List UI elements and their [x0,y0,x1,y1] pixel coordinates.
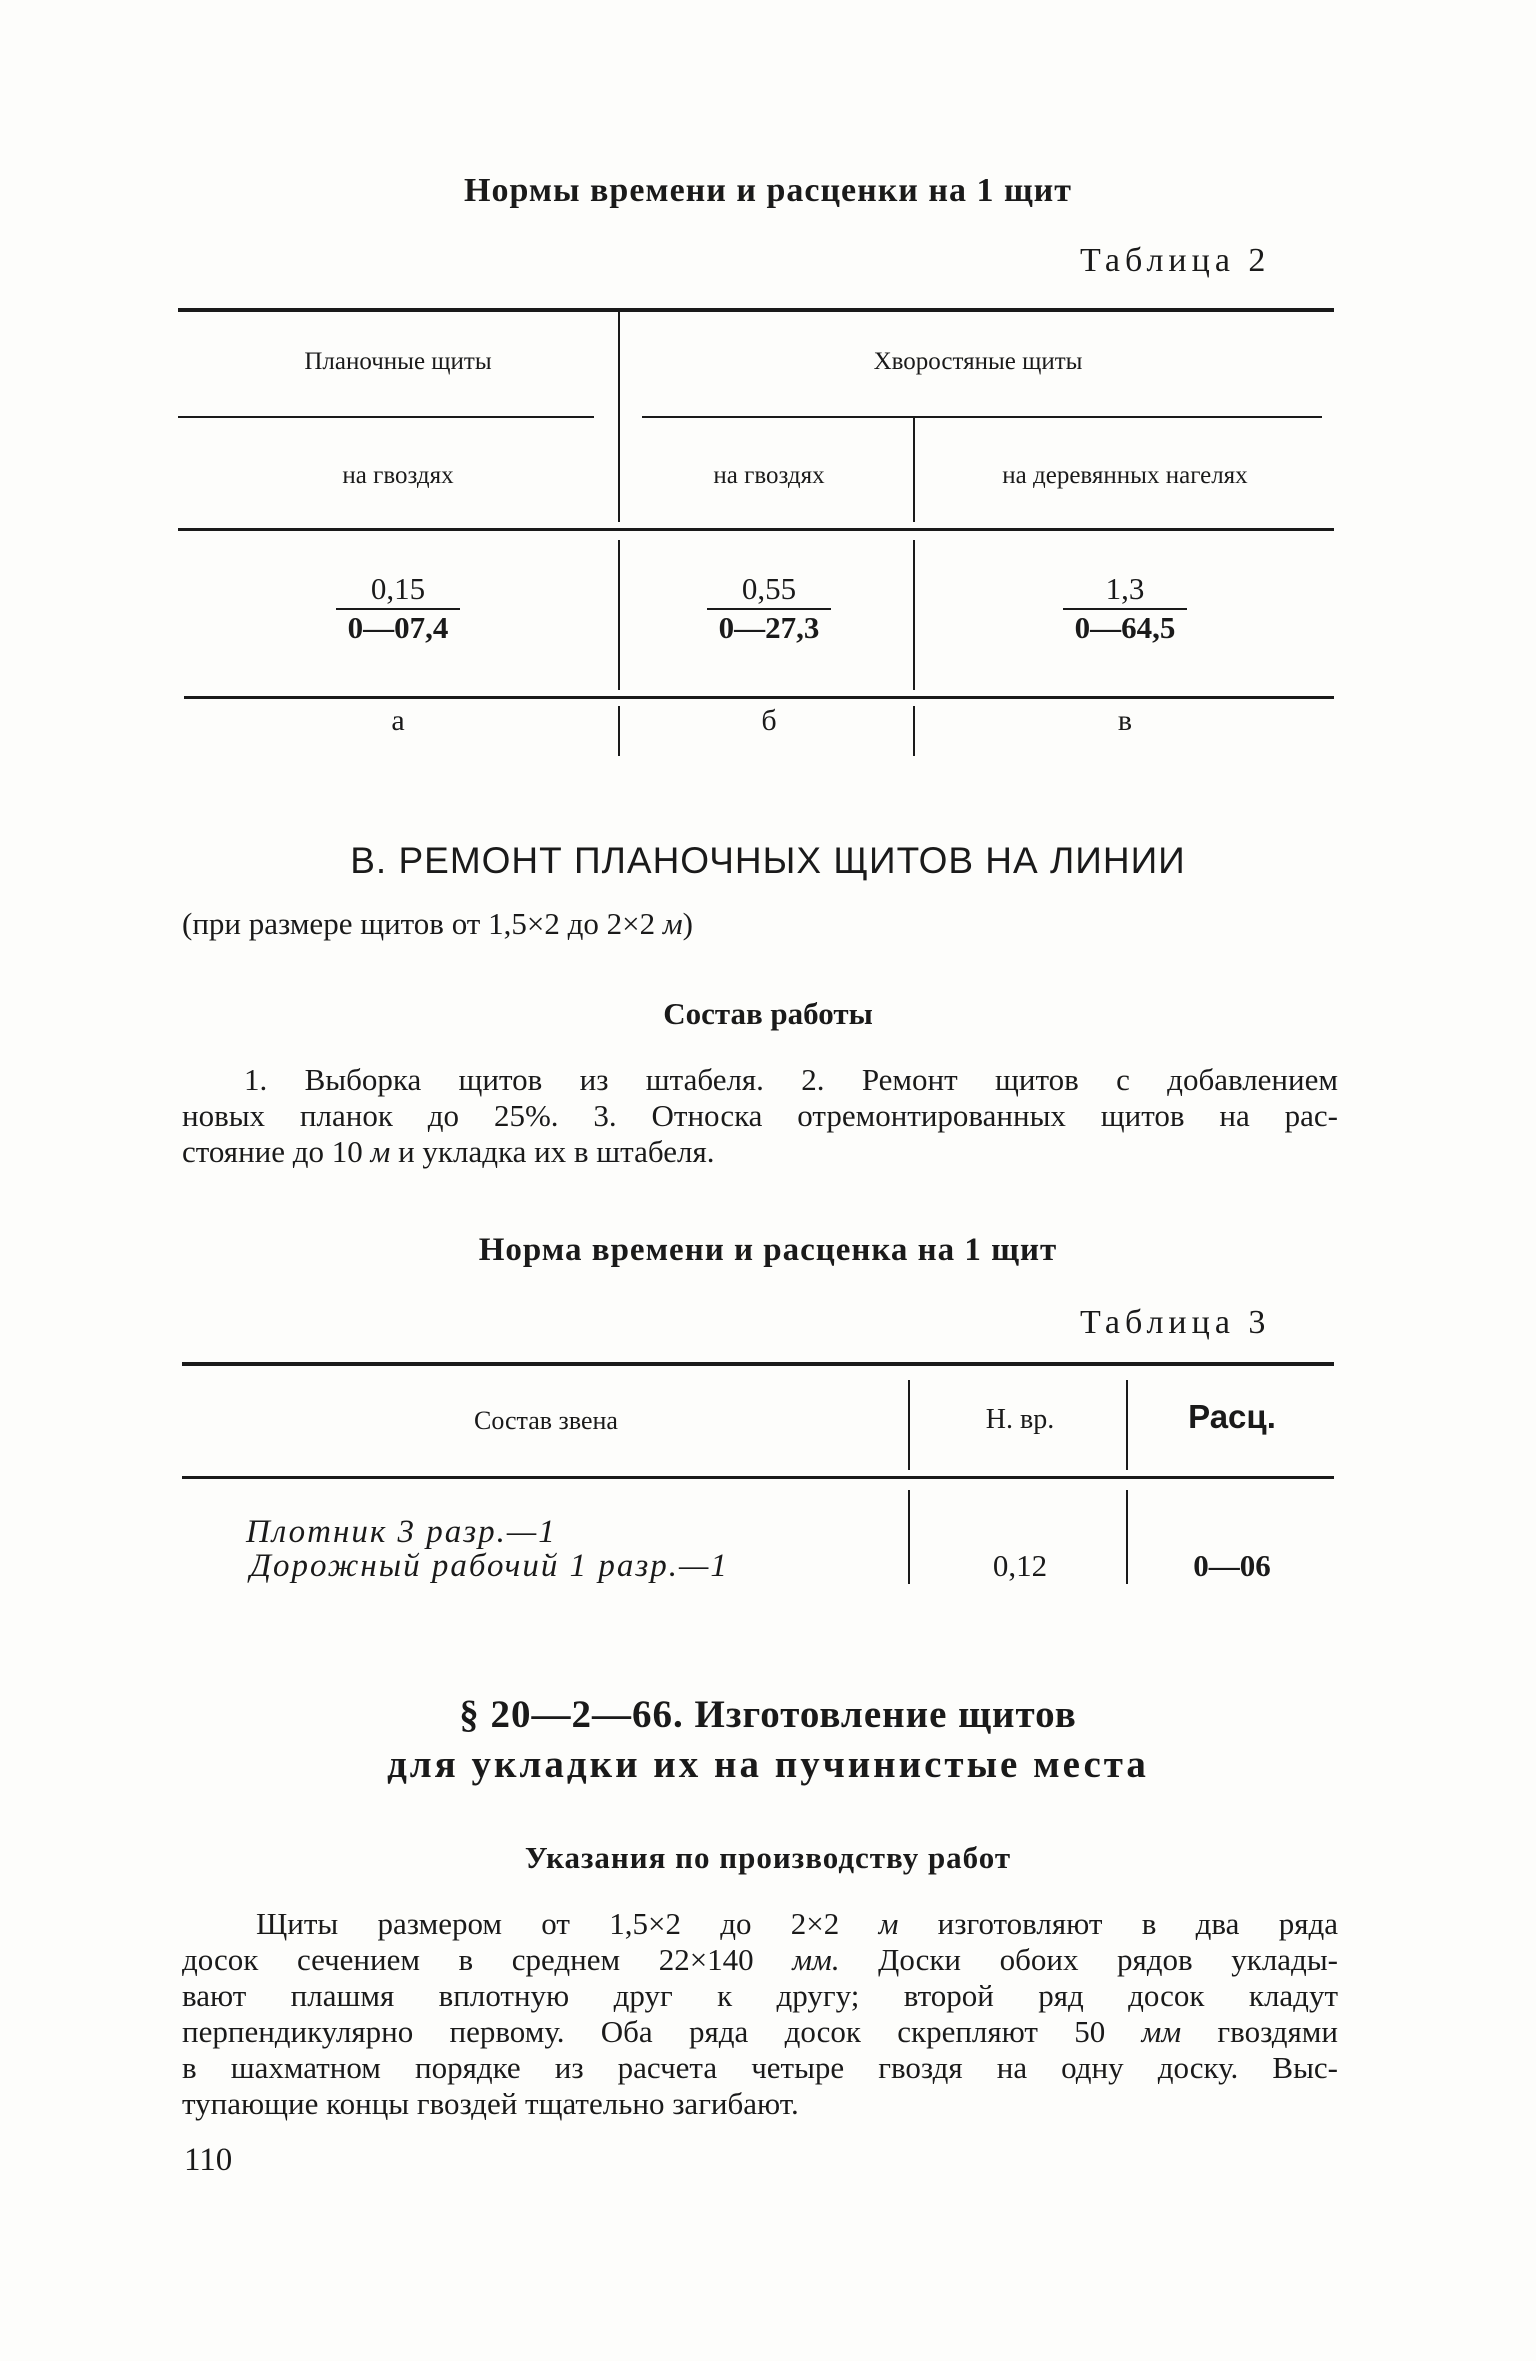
table3-heading: Норма времени и расценка на 1 щит [478,1232,1058,1268]
table2-col1-header: Планочные щиты [304,348,492,375]
table3-label: Таблица 3 [1080,1304,1271,1341]
work-line-3 [182,1134,1338,1170]
p-line-2-unit: мм. [792,1942,840,1977]
rate-value: 0—27,3 [707,608,832,646]
work-line-3-end: и укладка их в штабеля. [390,1134,715,1169]
table2-rule-left [178,416,594,418]
table3-norm: 0,12 [992,1548,1048,1583]
table3-h1: Состав звена [474,1406,618,1435]
rate-value: 0—07,4 [336,608,461,646]
table3-row-line1: Плотник 3 разр.—1 [246,1514,557,1550]
table2-label: Таблица 2 [1080,242,1271,279]
work-paragraph [182,1062,1338,1170]
table3-vline-2 [1126,1380,1128,1470]
table2-sub2: на гвоздях [713,462,825,489]
p-line-5: в шахматном порядке из расчета четыре гвоздя на одну доску. Выс- [182,2050,1338,2085]
p-line-4-unit: мм [1141,2014,1182,2049]
p-line-1-unit: м [878,1906,899,1941]
table2-vline-5 [618,706,620,756]
table2-values-rule [184,696,1334,699]
p-line-4-end: гвоздями [1181,2014,1338,2049]
table3-top-rule [182,1362,1334,1366]
section-b-subtitle [182,906,693,942]
rate-value: 0—64,5 [1063,608,1188,646]
table2-heading: Нормы времени и расценки на 1 щит [464,172,1072,209]
table2-letter-b: б [761,704,777,737]
p-line-6: тупающие концы гвоздей тщательно загибают. [182,2086,799,2121]
work-line-2: новых планок до 25%. 3. Относка отремонтированных щитов на рас- [182,1098,1338,1133]
table3-row-line2: Дорожный рабочий 1 разр.—1 [250,1548,729,1584]
norm-value: 1,3 [1105,571,1145,606]
subtitle-text: (при размере щитов от 1,5×2 до 2×2 [182,906,663,941]
table2-letter-a: а [391,704,405,737]
table3-h3: Расц. [1188,1398,1276,1435]
table3-header-rule [182,1476,1334,1479]
section-b-title: В. РЕМОНТ ПЛАНОЧНЫХ ЩИТОВ НА ЛИНИИ [350,840,1186,881]
section66-paragraph [182,1906,1338,2122]
work-line-3-unit: м [370,1134,391,1169]
table3-vline-1 [908,1380,910,1470]
table2-vline-3 [618,540,620,690]
p-line-2-text: досок сечением в среднем 22×140 [182,1942,793,1977]
table2-header-rule [178,528,1334,531]
section66-subheading: Указания по производству работ [524,1840,1012,1875]
work-heading: Состав работы [663,996,873,1031]
p-line-1-end: изготовляют в два ряда [898,1906,1338,1941]
p-line-1-text: Щиты размером от 1,5×2 до 2×2 [256,1906,879,1941]
p-line-2 [182,1942,1338,1978]
table2-top-rule [178,308,1334,312]
subtitle-unit: м [662,906,683,941]
table3-rate: 0—06 [1193,1548,1271,1583]
norm-value: 0,15 [370,571,426,606]
table2-value-a [178,570,618,646]
table3-vline-3 [908,1490,910,1584]
p-line-1 [182,1906,1338,1942]
work-line-3-text: стояние до 10 [182,1134,371,1169]
table2-letter-c: в [1117,704,1133,737]
norm-value: 0,55 [741,571,797,606]
table2-sub3: на деревянных нагелях [1002,462,1248,489]
table2-vline-1 [618,312,620,522]
section66-title-line1: § 20—2—66. Изготовление щитов [459,1693,1077,1736]
p-line-3: вают плашмя вплотную друг к другу; второй ряд досок кладут [182,1978,1338,2013]
p-line-4-text: перпендикулярно первому. Оба ряда досок скрепляют 50 [182,2014,1142,2049]
table2-value-b [622,570,916,646]
table2-value-c [916,570,1334,646]
subtitle-close: ) [682,906,693,941]
page-number: 110 [184,2142,233,2178]
table2-rule-right [642,416,1322,418]
table3-h2: Н. вр. [985,1404,1055,1435]
work-line-1: 1. Выборка щитов из штабеля. 2. Ремонт щитов с добавлением [244,1062,1338,1097]
p-line-2-end: Доски обоих рядов уклады- [839,1942,1338,1977]
table2-vline-2 [913,418,915,522]
p-line-4 [182,2014,1338,2050]
table2-sub1: на гвоздях [342,462,454,489]
section66-title-line2: для укладки их на пучинистые места [387,1743,1149,1786]
table2-col23-header: Хворостяные щиты [873,348,1083,375]
